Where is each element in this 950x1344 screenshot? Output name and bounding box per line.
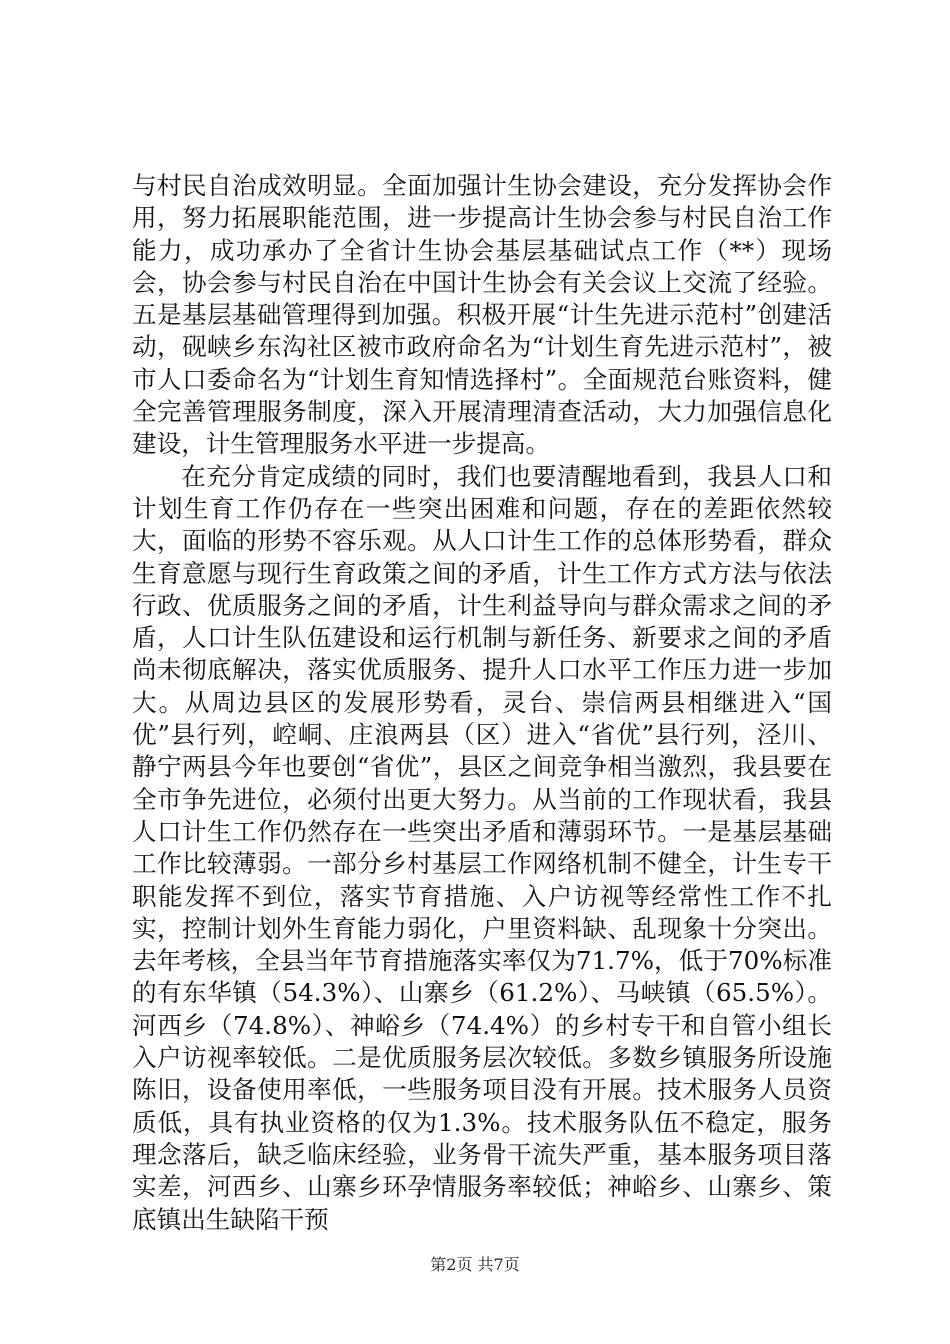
paragraph-2: 在充分肯定成绩的同时，我们也要清醒地看到，我县人口和计划生育工作仍存在一些突出困难和问题，存在的差距依然较大，面临的形势不容乐观。从人口计生工作的总体形势看，群众生育意愿与现行生育政策之间的矛盾，计生工作方式方法与依法行政、优质服务之间的矛盾，计生利益导向与群众需求之间的矛盾，人口计生队伍建设和运行机制与新任务、新要求之间的矛盾尚未彻底解决，落实优质服务、提升人口水平工作压力进一步加大。从周边县区的发展形势看，灵台、崇信两县相继进入“国优”县行列，崆峒、庄浪两县（区）进入“省优”县行列，泾川、静宁两县今年也要创“省优”，县区之间竞争相当激烈，我县要在全市争先进位，必须付出更大努力。从当前的工作现状看，我县人口计生工作仍然存在一些突出矛盾和薄弱环节。一是基层基础工作比较薄弱。一部分乡村基层工作网络机制不健全，计生专干职能发挥不到位，落实节育措施、入户访视等经常性工作不扎实，控制计划外生育能力弱化，户里资料缺、乱现象十分突出。去年考核，全县当年节育措施落实率仅为71.7%，低于70%标准的有东华镇（54.3%）、山寨乡（61.2%）、马峡镇（65.5%）。河西乡（74.8%）、神峪乡（74.4%）的乡村专干和自管小组长入户访视率较低。二是优质服务层次较低。多数乡镇服务所设施陈旧，设备使用率低，一些服务项目没有开展。技术服务人员资质低，具有执业资格的仅为1.3%。技术服务队伍不稳定，服务理念落后，缺乏临床经验，业务骨干流失严重，基本服务项目落实差，河西乡、山寨乡环孕情服务率较低；神峪乡、山寨乡、策底镇出生缺陷干预: [132, 461, 832, 1234]
document-body: [132, 170, 832, 1236]
page-footer: [0, 1255, 950, 1275]
page-number: 第2页 共7页: [430, 1255, 520, 1274]
paragraph-1: 与村民自治成效明显。全面加强计生协会建设，充分发挥协会作用，努力拓展职能范围，进一步提高计生协会参与村民自治工作能力，成功承办了全省计生协会基层基础试点工作（**）现场会，协会参与村民自治在中国计生协会有关会议上交流了经验。五是基层基础管理得到加强。积极开展“计生先进示范村”创建活动，砚峡乡东沟社区被市政府命名为“计划生育先进示范村”，被市人口委命名为“计划生育知情选择村”。全面规范台账资料，健全完善管理服务制度，深入开展清理清查活动，大力加强信息化建设，计生管理服务水平进一步提高。: [132, 171, 832, 459]
